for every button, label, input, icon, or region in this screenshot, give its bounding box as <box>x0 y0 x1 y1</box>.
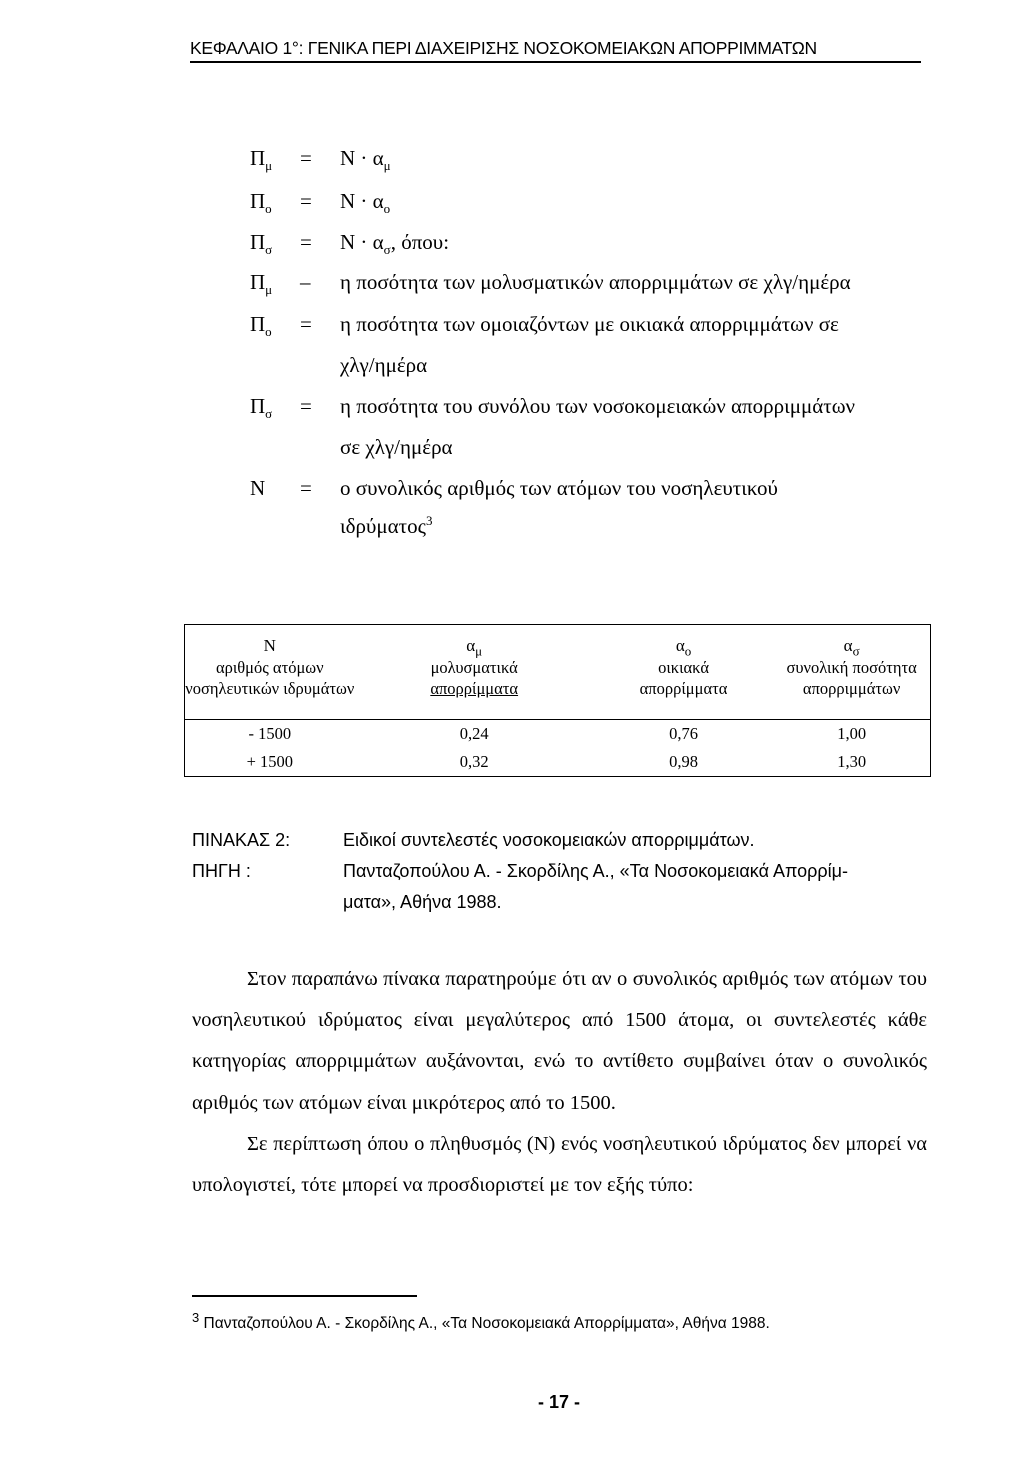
table-cell: 0,32 <box>459 752 489 771</box>
definition-4-text: ο συνολικός αριθμός των ατόμων του νοσηλευτικού <box>340 476 778 500</box>
table-cell: 0,24 <box>459 724 489 743</box>
table-cell: + 1500 <box>246 752 294 771</box>
source-text: Πανταζοπούλου Α. - Σκορδίλης Α., «Τα Νοσοκομειακά Απορρίμ- <box>343 861 849 881</box>
formula-2-rhs: $N \cdot \alpha_o$ <box>340 189 391 217</box>
table-row <box>185 748 931 777</box>
footnote-rule <box>192 1295 417 1297</box>
definition-3-text-cont: σε χλγ/ημέρα <box>340 435 453 459</box>
header-rule <box>190 61 921 63</box>
definition-3-text: η ποσότητα του συνόλου των νοσοκομειακών απορριμμάτων <box>340 394 856 418</box>
definition-4-op: = <box>300 476 312 500</box>
table-header-row <box>185 625 931 720</box>
definition-4-lhs: N <box>250 476 266 500</box>
definition-1-lhs: $\Pi_\mu$ <box>250 270 273 297</box>
definition-1-text: η ποσότητα των μολυσματικών απορριμμάτων σε χλγ/ημέρα <box>340 270 851 294</box>
formula-3-op: = <box>300 230 312 254</box>
table-caption: Ειδικοί συντελεστές νοσοκομειακών απορριμμάτων. <box>343 830 755 850</box>
table-header-a-mu: $\alpha_\mu$ μολυσματικά απορρίμματα <box>430 636 519 698</box>
table-cell: 1,00 <box>837 724 867 743</box>
source-text-cont: ματα», Αθήνα 1988. <box>343 892 502 912</box>
definition-2-text-cont: χλγ/ημέρα <box>340 353 428 377</box>
formula-1-op: = <box>300 146 312 170</box>
body-text <box>192 959 927 1206</box>
table-header-n: N αριθμός ατόμων νοσηλευτικών ιδρυμάτων <box>185 636 355 698</box>
definition-3-lhs: $\Pi_\sigma$ <box>250 394 273 421</box>
running-header: ΚΕΦΑΛΑΙΟ 1°: ΓΕΝΙΚΑ ΠΕΡΙ ΔΙΑΧΕΙΡΙΣΗΣ ΝΟΣΟΚΟΜΕΙΑΚΩΝ ΑΠΟΡΡΙΜΜΑΤΩΝ <box>190 38 817 58</box>
formula-1-rhs: $N \cdot \alpha_\mu$ <box>340 146 391 174</box>
definition-2-op: = <box>300 312 312 336</box>
formula-3-lhs: $\Pi_\sigma$ <box>250 230 273 257</box>
formula-2-lhs: $\Pi_o$ <box>250 189 272 216</box>
paragraph-1: Στον παραπάνω πίνακα παρατηρούμε ότι αν ο συνολικός αριθμός των ατόμων του νοσηλευτικού ιδρύματος είναι μεγαλύτερος από 1500 άτομα, οι συντελεστές κάθε κατηγορίας απορριμμάτων αυξάνονται, ενώ το αντίθετο συμβαίνει όταν ο συνολικός αριθμός των ατόμων είναι μικρότερος από το 1500. <box>192 968 927 1114</box>
page-number: - 17 - <box>538 1392 581 1412</box>
definition-3-op: = <box>300 394 312 418</box>
table-cell: - 1500 <box>248 724 292 743</box>
definition-1-op: – <box>300 270 311 294</box>
table-cell: 0,98 <box>669 752 698 771</box>
footnote-ref: 3 <box>425 513 433 528</box>
table-label: ΠΙΝΑΚΑΣ 2: <box>192 830 291 850</box>
table-header-a-sigma: $\alpha_\sigma$ συνολική ποσότητα απορριμμάτων <box>786 636 917 698</box>
formula-2-op: = <box>300 189 312 213</box>
footnote: $^3$ Πανταζοπούλου Α. - Σκορδίλης Α., «Τα Νοσοκομειακά Απορρίμματα», Αθήνα 1988. <box>192 1310 770 1333</box>
table-header-a-o: $\alpha_o$ οικιακά απορρίμματα <box>639 636 728 698</box>
table-cell: 1,30 <box>837 752 867 771</box>
table-cell: 0,76 <box>669 724 698 743</box>
definition-2-text: η ποσότητα των ομοιαζόντων με οικιακά απορριμμάτων σε <box>340 312 839 336</box>
formula-3-rhs: $N \cdot \alpha_\sigma$, όπου: <box>340 230 450 258</box>
source-label: ΠΗΓΗ : <box>192 861 251 881</box>
definition-4-text-cont: ιδρύματος$^3$ <box>340 513 433 538</box>
table-row <box>185 720 931 749</box>
coefficients-table <box>184 624 931 777</box>
formula-1-lhs: $\Pi_\mu$ <box>250 146 273 173</box>
paragraph-2: Σε περίπτωση όπου ο πληθυσμός (Ν) ενός νοσηλευτικού ιδρύματος δεν μπορεί να υπολογιστεί, τότε μπορεί να προσδιοριστεί με τον εξής τύπο: <box>192 1132 927 1197</box>
definition-2-lhs: $\Pi_o$ <box>250 312 272 339</box>
